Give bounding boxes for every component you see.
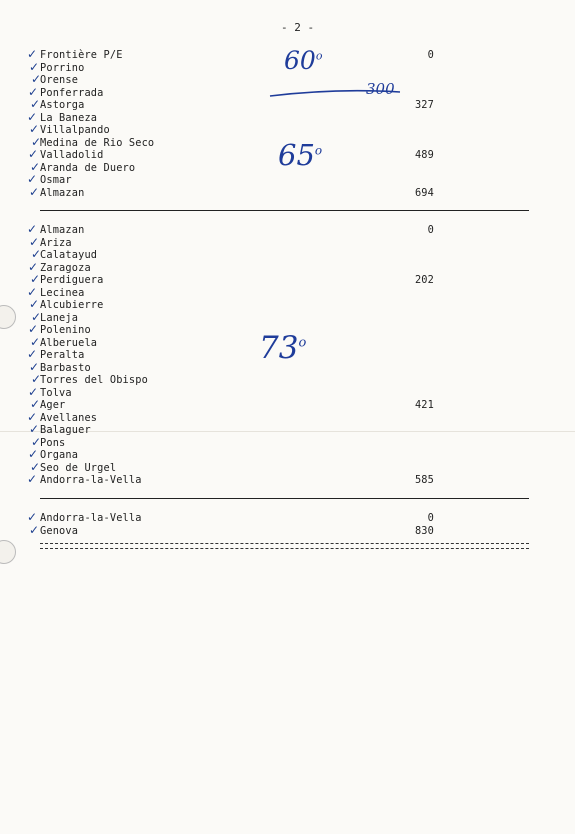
handwritten-sup: o: [314, 143, 323, 158]
handwritten-rate-65: [278, 138, 322, 172]
check-mark-icon: ✓: [31, 434, 42, 449]
place-name: Alcubierre: [40, 299, 104, 311]
check-mark-icon: ✓: [28, 447, 39, 461]
table-row: [40, 224, 440, 236]
check-mark-icon: ✓: [27, 222, 38, 236]
table-row: [40, 337, 440, 349]
place-name: Ariza: [40, 236, 72, 249]
check-mark-icon: ✓: [31, 247, 42, 261]
table-row: [40, 462, 440, 474]
place-name: Pons: [40, 436, 66, 449]
distance-km: 585: [414, 474, 434, 486]
distance-km: 327: [414, 99, 434, 111]
table-row: [40, 49, 440, 61]
section-divider: [40, 498, 529, 499]
place-name: Aranda de Duero: [40, 161, 136, 174]
check-mark-icon: ✓: [29, 122, 40, 136]
place-name: Almazan: [40, 186, 85, 199]
check-mark-icon: ✓: [27, 172, 38, 186]
distance-km: 0: [427, 512, 434, 524]
place-name: Tolva: [40, 386, 72, 399]
table-row: [40, 474, 440, 486]
check-mark-icon: ✓: [30, 97, 41, 111]
check-mark-icon: ✓: [31, 372, 42, 386]
check-mark-icon: ✓: [30, 334, 41, 349]
handwritten-value: 65: [278, 138, 315, 172]
check-mark-icon: ✓: [29, 234, 40, 249]
page-number: - 2 -: [281, 21, 315, 34]
check-mark-icon: ✓: [28, 322, 39, 336]
place-name: Frontière P/E: [40, 49, 123, 61]
distance-km: 421: [414, 399, 434, 411]
handwritten-value: 73: [259, 330, 299, 366]
place-name: Ager: [40, 399, 66, 411]
table-row: [40, 525, 440, 537]
table-row: [40, 124, 440, 136]
table-row: [40, 112, 440, 124]
distance-km: 489: [414, 149, 434, 161]
place-name: Calatayud: [40, 249, 98, 261]
check-mark-icon: ✓: [27, 284, 38, 299]
table-row: [40, 512, 440, 524]
check-mark-icon: ✓: [27, 347, 38, 361]
table-row: [40, 149, 440, 161]
place-name: Barbasto: [40, 361, 91, 374]
handwritten-value: 60: [284, 46, 316, 75]
place-name: Lecinea: [40, 286, 85, 299]
place-name: Balaguer: [40, 424, 91, 436]
check-mark-icon: ✓: [29, 422, 40, 436]
distance-km: 202: [414, 274, 434, 286]
check-mark-icon: ✓: [28, 259, 39, 274]
table-row: [40, 324, 440, 336]
check-mark-icon: ✓: [27, 510, 38, 524]
check-mark-icon: ✓: [28, 147, 39, 161]
table-row: [40, 362, 440, 374]
handwritten-rate-60: [284, 46, 322, 75]
table-row: [40, 262, 440, 274]
check-mark-icon: ✓: [29, 59, 40, 74]
place-name: Torres del Obispo: [40, 374, 148, 386]
check-mark-icon: ✓: [29, 184, 40, 199]
place-name: Almazan: [40, 224, 85, 236]
check-mark-icon: ✓: [27, 109, 38, 124]
table-row: [40, 374, 440, 386]
check-mark-icon: ✓: [27, 409, 38, 424]
table-row: [40, 237, 440, 249]
check-mark-icon: ✓: [28, 84, 39, 99]
check-mark-icon: ✓: [28, 384, 39, 399]
place-name: Andorra-la-Vella: [40, 512, 142, 524]
check-mark-icon: ✓: [31, 309, 42, 324]
total-double-rule: [40, 543, 529, 549]
table-row: [40, 162, 440, 174]
place-name: Andorra-la-Vella: [40, 474, 142, 486]
check-mark-icon: ✓: [29, 522, 40, 537]
place-name: Orense: [40, 74, 79, 86]
table-row: [40, 312, 440, 324]
place-name: La Baneza: [40, 111, 98, 124]
table-row: [40, 412, 440, 424]
section-divider: [40, 210, 529, 211]
handwritten-stroke: [266, 82, 406, 104]
table-row: [40, 287, 440, 299]
place-name: Organa: [40, 449, 79, 461]
place-name: Alberuela: [40, 336, 98, 349]
check-mark-icon: ✓: [29, 297, 40, 311]
table-row: [40, 437, 440, 449]
place-name: Porrino: [40, 61, 85, 74]
handwritten-rate-73: [259, 330, 306, 366]
handwritten-sup: o: [298, 335, 307, 351]
check-mark-icon: ✓: [30, 397, 41, 411]
place-name: Peralta: [40, 349, 85, 361]
check-mark-icon: ✓: [30, 159, 41, 174]
check-mark-icon: ✓: [31, 72, 42, 86]
table-row: [40, 399, 440, 411]
check-mark-icon: ✓: [27, 47, 38, 61]
table-row: [40, 274, 440, 286]
distance-km: 694: [414, 186, 434, 199]
place-name: Medina de Rio Seco: [40, 136, 155, 149]
distance-km: 0: [427, 224, 434, 236]
table-row: [40, 424, 440, 436]
handwritten-note-300: 300: [366, 80, 395, 98]
table-row: [40, 187, 440, 199]
place-name: Osmar: [40, 174, 72, 186]
place-name: Ponferrada: [40, 86, 104, 99]
table-row: [40, 174, 440, 186]
distance-km: 830: [414, 524, 434, 537]
table-row: [40, 299, 440, 311]
table-row: [40, 449, 440, 461]
check-mark-icon: ✓: [30, 272, 41, 286]
table-row: [40, 387, 440, 399]
place-name: Avellanes: [40, 411, 98, 424]
place-name: Villalpando: [40, 124, 110, 136]
place-name: Zaragoza: [40, 261, 91, 274]
place-name: Polenino: [40, 324, 91, 336]
place-name: Laneja: [40, 311, 79, 324]
place-name: Astorga: [40, 99, 85, 111]
distance-km: 0: [427, 49, 434, 61]
check-mark-icon: ✓: [27, 472, 38, 486]
handwritten-sup: o: [315, 49, 323, 63]
check-mark-icon: ✓: [30, 459, 41, 474]
table-row: [40, 137, 440, 149]
place-name: Seo de Urgel: [40, 461, 117, 474]
check-mark-icon: ✓: [29, 359, 40, 374]
check-mark-icon: ✓: [31, 134, 42, 149]
place-name: Genova: [40, 524, 79, 537]
place-name: Valladolid: [40, 149, 104, 161]
table-row: [40, 62, 440, 74]
place-name: Perdiguera: [40, 274, 104, 286]
table-row: [40, 249, 440, 261]
table-row: [40, 349, 440, 361]
